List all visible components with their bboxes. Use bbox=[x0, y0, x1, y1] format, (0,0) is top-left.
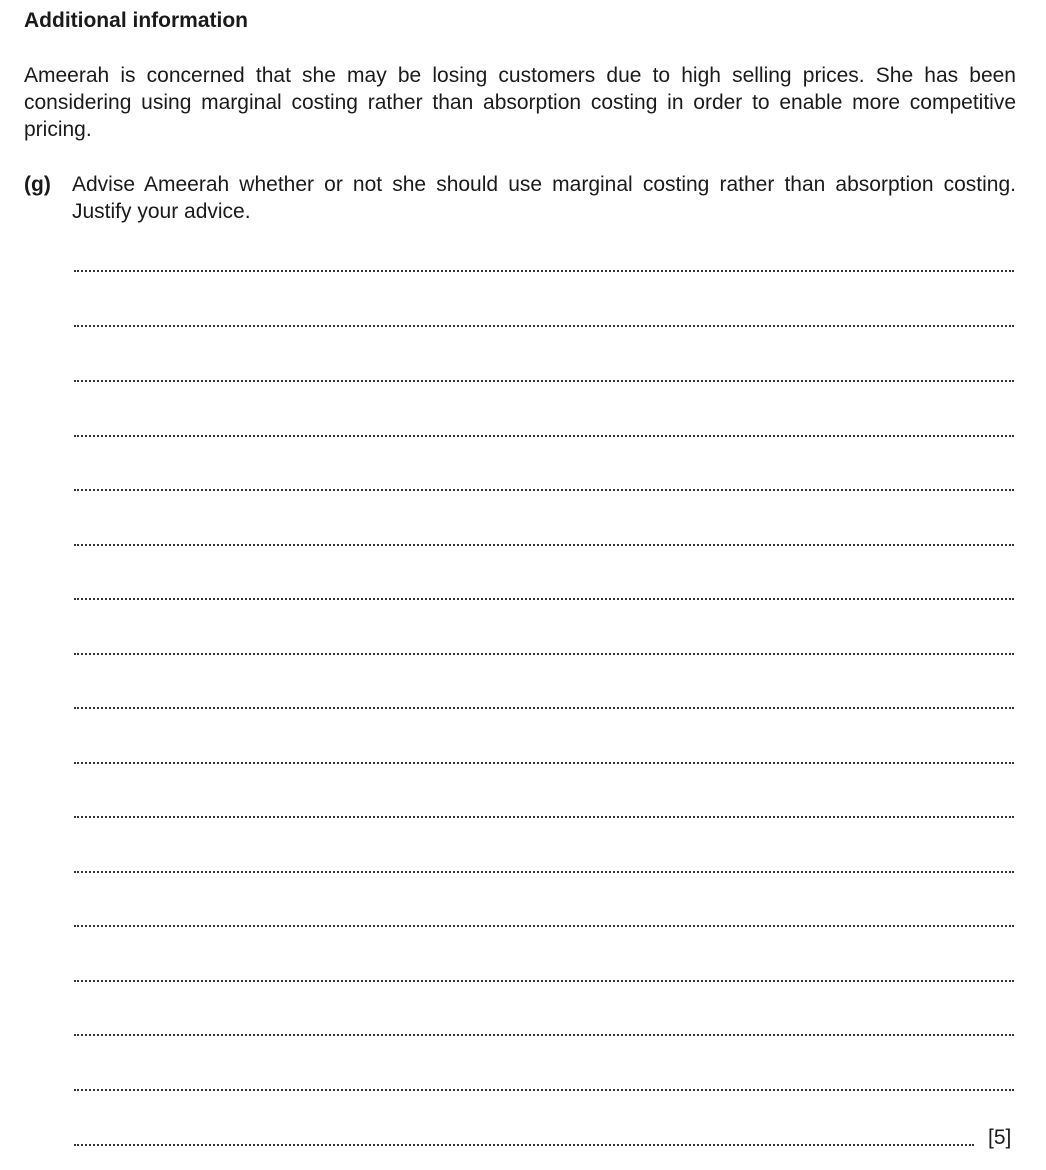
answer-line[interactable] bbox=[74, 270, 1014, 272]
marks-label: [5] bbox=[988, 1126, 1012, 1149]
answer-line-last[interactable] bbox=[74, 1144, 974, 1146]
answer-line[interactable] bbox=[74, 380, 1014, 382]
question-g bbox=[24, 171, 1016, 225]
answer-line[interactable] bbox=[74, 871, 1014, 873]
answer-line[interactable] bbox=[74, 980, 1014, 982]
question-text: Advise Ameerah whether or not she should use marginal costing rather than absorption costing. Justify your advice. bbox=[72, 173, 1016, 223]
question-label: (g) bbox=[24, 173, 51, 196]
answer-line[interactable] bbox=[74, 707, 1014, 709]
answer-line[interactable] bbox=[74, 489, 1014, 491]
answer-line[interactable] bbox=[74, 1089, 1014, 1091]
answer-line[interactable] bbox=[74, 1034, 1014, 1036]
answer-line[interactable] bbox=[74, 816, 1014, 818]
answer-line[interactable] bbox=[74, 544, 1014, 546]
intro-paragraph: Ameerah is concerned that she may be losing customers due to high selling prices. She has been considering using marginal costing rather than absorption costing in order to enable more competitive pricing. bbox=[24, 64, 1016, 141]
answer-line[interactable] bbox=[74, 598, 1014, 600]
answer-line[interactable] bbox=[74, 325, 1014, 327]
answer-line[interactable] bbox=[74, 925, 1014, 927]
answer-line[interactable] bbox=[74, 653, 1014, 655]
answer-line[interactable] bbox=[74, 762, 1014, 764]
answer-line[interactable] bbox=[74, 435, 1014, 437]
section-heading: Additional information bbox=[24, 9, 248, 32]
